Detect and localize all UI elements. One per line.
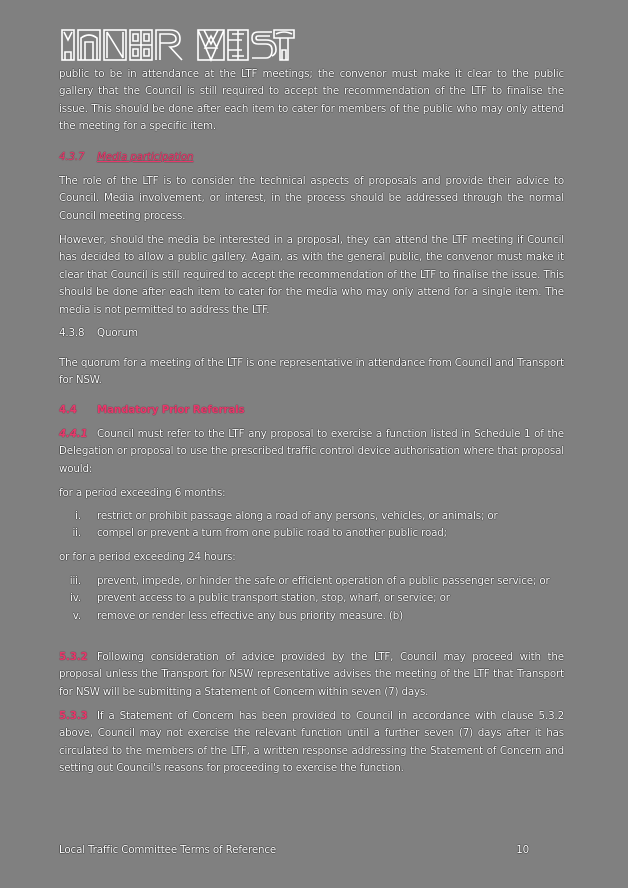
list-text: compel or prevent a turn from one public road to another public road; [97,527,447,540]
inner-west-logo [60,28,296,62]
list-6-months [59,508,564,543]
footer-document-title: Local Traffic Committee Terms of Reference [59,844,277,856]
list-item [59,573,564,590]
paragraph-text: Council must refer to the LTF any proposal to exercise a function listed in Schedule 1 of the Delegation or proposal to use the prescribed traffic control device authorisation where that proposal would: [59,428,564,475]
paragraph-4-4-1 [59,426,564,478]
list-numeral: v. [72,609,81,622]
page-number: 10 [516,844,529,856]
paragraph-5-3-2 [59,649,564,701]
section-number: 4.3.8 [59,327,85,339]
paragraph-media-attendance: However, should the media be interested in a proposal, they can attend the LTF meeting if Council has decided to allow a public gallery. Again, as with the general public, the convenor must make it clear that Council is still required to accept the recommendation of the LTF to finalise the issue. This should be done after each item to cater for the media who may only attend for a single item. The media is not permitted to address the LTF. [59,234,564,316]
list-text: restrict or prohibit passage along a road of any persons, vehicles, or animals; or [97,510,498,522]
list-text: remove or render less effective any bus priority measure. (b) [97,609,404,622]
section-number: 5.3.2 [59,651,88,663]
section-title: Quorum [97,327,138,339]
paragraph-text: If a Statement of Concern has been provided to Council in accordance with clause 5.3.2 above, Council may not exercise the relevant function until a further seven (7) days after it has circulated to the members of the LTF, a written response addressing the Statement of Concern and setting out Council's reasons for proceeding to exercise the function. [59,710,564,775]
page-footer [59,842,529,859]
list-numeral: iv. [70,592,81,605]
intro-24-hours: or for a period exceeding 24 hours: [59,551,236,563]
section-heading-4-3-8 [59,325,138,342]
section-number: 4.4 [59,404,77,416]
paragraph-text: Following consideration of advice provided by the LTF, Council may proceed with the proposal unless the Transport for NSW representative advises the meeting of the LTF that Transport for NSW will be submitting a Statement of Concern within seven (7) days. [59,651,564,698]
section-number: 5.3.3 [59,710,88,722]
intro-6-months: for a period exceeding 6 months: [59,487,226,499]
continuation-paragraph: public to be in attendance at the LTF meetings; the convenor must make it clear to the public gallery that the Council is still required to accept the recommendation of the LTF to finalise the issue. This should be done after each item to cater for members of the public who may only attend the meeting for a specific item. [59,68,564,133]
section-heading-4-3-7 [59,149,193,166]
list-numeral: iii. [69,575,81,587]
section-number: 4.3.7 [59,151,85,163]
section-heading-4-4 [59,402,245,419]
section-number: 4.4.1 [59,428,88,440]
list-numeral: i. [75,510,81,522]
list-item [59,608,564,625]
list-24-hours [59,573,564,625]
list-numeral: ii. [72,527,81,540]
section-title: Media participation [97,151,194,163]
list-text: prevent, impede, or hinder the safe or efficient operation of a public passenger service; or [97,575,550,587]
paragraph-5-3-3 [59,708,564,778]
section-title: Mandatory Prior Referrals [97,404,245,416]
list-item [59,508,564,525]
list-text: prevent access to a public transport station, stop, wharf, or service; or [97,592,450,605]
list-item [59,525,564,542]
paragraph-quorum: The quorum for a meeting of the LTF is one representative in attendance from Council and Transport for NSW. [59,357,564,387]
list-item [59,590,564,607]
paragraph-media-role: The role of the LTF is to consider the technical aspects of proposals and provide their advice to Council. Media involvement, or interest, in the process should be addressed through the normal Council meeting process. [59,175,564,222]
